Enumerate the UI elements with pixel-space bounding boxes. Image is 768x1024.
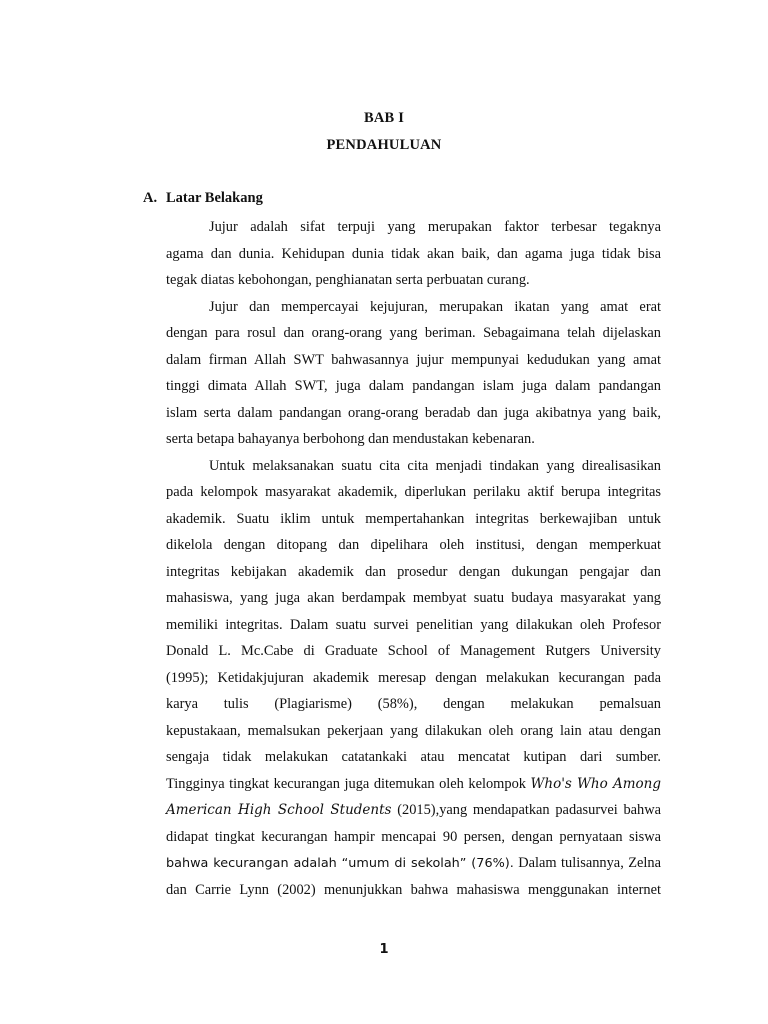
paragraph-line: islam serta dalam pandangan orang-orang beradab dan juga akibatnya yang baik,: [166, 404, 661, 421]
quoted-text: bahwa kecurangan adalah “umum di sekolah” (76%).: [166, 856, 514, 871]
paragraph-line: Untuk melaksanakan suatu cita cita menjadi tindakan yang direalisasikan: [209, 457, 661, 474]
paragraph-line: memiliki integritas. Dalam suatu survei penelitian yang dilakukan oleh Profesor: [166, 616, 661, 633]
paragraph-line: dalam firman Allah SWT bahwasannya jujur mempunyai kedudukan yang amat: [166, 351, 661, 368]
paragraph-line: mahasiswa, yang juga akan berdampak membyat suatu budaya masyarakat yang: [166, 590, 661, 606]
paragraph-line: agama dan dunia. Kehidupan dunia tidak akan baik, dan agama juga tidak bisa: [166, 245, 661, 262]
line-text: Dalam tulisannya, Zelna: [513, 855, 661, 871]
page-number: 1: [379, 942, 389, 957]
paragraph-line: [166, 797, 661, 824]
line-text: Tingginya tingkat kecurangan juga ditemukan oleh kelompok: [166, 775, 531, 792]
paragraph-line: sengaja tidak melakukan catatankaki atau mencatat kutipan dari sumber.: [166, 749, 661, 765]
body-text: [166, 214, 661, 903]
paragraph-line: integritas kebijakan akademik dan prosedur dengan dukungan pengajar dan: [166, 563, 661, 580]
paragraph-line: (1995); Ketidakjujuran akademik meresap dengan melakukan kecurangan pada: [166, 669, 661, 686]
paragraph-line: karya tulis (Plagiarisme) (58%), dengan melakukan pemalsuan: [166, 696, 661, 712]
paragraph-line: tinggi dimata Allah SWT, juga dalam pandangan islam juga dalam pandangan: [166, 378, 661, 394]
paragraph-line: tegak diatas kebohongan, penghianatan serta perbuatan curang.: [166, 272, 530, 288]
italic-title-text: Who's Who Among: [530, 775, 661, 792]
italic-title-text: American High School Students: [166, 802, 392, 818]
paragraph-line: [166, 850, 661, 877]
paragraph-line: Jujur dan mempercayai kejujuran, merupakan ikatan yang amat erat: [209, 298, 661, 315]
paragraph-line: dan Carrie Lynn (2002) menunjukkan bahwa mahasiswa menggunakan internet: [166, 881, 661, 898]
paragraph-line: [166, 771, 661, 798]
paragraph-line: dikelola dengan ditopang dan dipelihara oleh institusi, dengan memperkuat: [166, 537, 661, 553]
paragraph-line: akademik. Suatu iklim untuk mempertahankan integritas berkewajiban untuk: [166, 510, 661, 527]
paragraph-line: serta betapa bahayanya berbohong dan mendustakan kebenaran.: [166, 431, 535, 447]
paragraph-line: pada kelompok masyarakat akademik, diperlukan perilaku aktif berupa integritas: [166, 484, 661, 500]
paragraph-line: Donald L. Mc.Cabe di Graduate School of Management Rutgers University: [166, 643, 661, 659]
section-title: Latar Belakang: [166, 190, 263, 206]
paragraph-line: didapat tingkat kecurangan hampir mencapai 90 persen, dengan pernyataan siswa: [166, 828, 661, 845]
paragraph-line: Jujur adalah sifat terpuji yang merupakan faktor terbesar tegaknya: [209, 219, 661, 235]
section-number: A.: [143, 190, 158, 206]
paragraph-line: kepustakaan, memalsukan pekerjaan yang dilakukan oleh orang lain atau dengan: [166, 722, 661, 739]
line-text: (2015),yang mendapatkan padasurvei bahwa: [391, 802, 662, 818]
section-heading: [143, 190, 263, 207]
chapter-label: BAB I: [363, 110, 405, 126]
paragraph-line: dengan para rosul dan orang-orang yang beriman. Sebagaimana telah dijelaskan: [166, 325, 661, 341]
chapter-title: PENDAHULUAN: [326, 137, 442, 153]
